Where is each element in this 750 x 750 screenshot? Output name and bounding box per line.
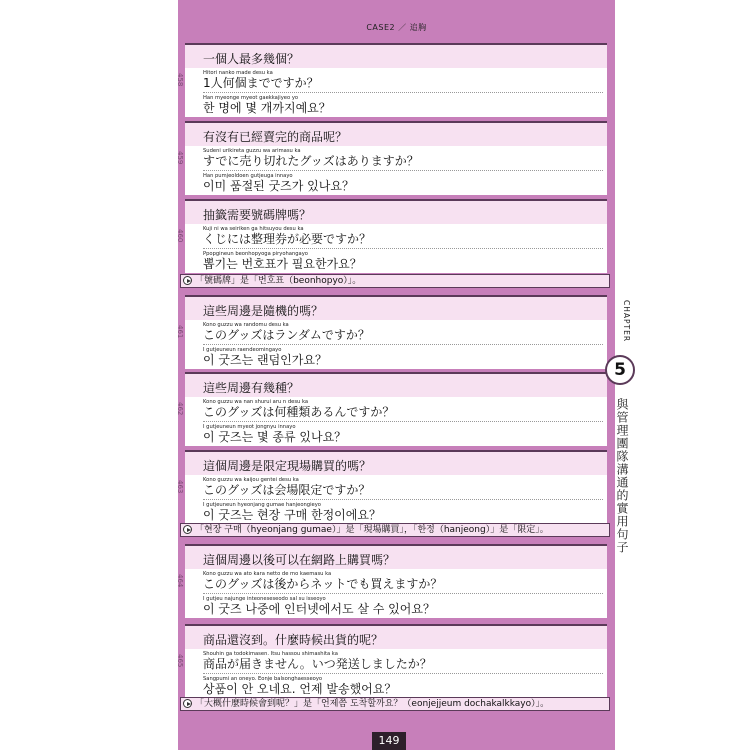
japanese-text: くじには整理券が必要ですか？ xyxy=(203,232,372,246)
question-zh: 商品還沒到。什麼時候出貨的呢？ xyxy=(203,633,384,647)
korean-text: 이 굿즈는 몇 종류 있나요？ xyxy=(203,430,347,444)
korean-romanization: Han myeonge myeot gaekkajiyeo yo xyxy=(203,95,299,101)
case-header: CASE2 ／ 追胸 xyxy=(366,23,427,32)
tip-note xyxy=(180,697,610,711)
entry-number: 462 xyxy=(176,402,184,416)
play-icon xyxy=(183,525,192,534)
question-zh: 一個人最多幾個？ xyxy=(203,52,300,66)
korean-romanization: Han pumjeoldoen gutjeuga innayo xyxy=(203,173,293,179)
tip-note xyxy=(180,523,610,537)
chapter-label: CHAPTER xyxy=(622,300,631,343)
japanese-text: すでに売り切れたグッズはありますか？ xyxy=(203,154,419,168)
korean-romanization: I gutjeu najunge inteoneseseodo sal su isseoyo xyxy=(203,596,326,602)
question-zh: 這個周邊是限定現場購買的嗎？ xyxy=(203,459,372,473)
japanese-line xyxy=(185,569,607,593)
korean-line xyxy=(185,422,607,446)
korean-romanization: I gutjeuneun myeot jongnyu innayo xyxy=(203,424,296,430)
question-bar xyxy=(185,199,607,224)
entry-number: 460 xyxy=(176,229,184,243)
question-zh: 這個周邊以後可以在網路上購買嗎？ xyxy=(203,553,396,567)
answer-card xyxy=(185,569,607,618)
korean-line xyxy=(185,594,607,618)
question-bar xyxy=(185,624,607,649)
phrase-entry xyxy=(185,450,607,524)
tip-note xyxy=(180,274,610,288)
play-icon xyxy=(183,276,192,285)
page-number: 149 xyxy=(372,732,406,750)
korean-line xyxy=(185,171,607,195)
answer-card xyxy=(185,475,607,524)
japanese-text: 1人何個までですか？ xyxy=(203,76,319,90)
phrase-entry xyxy=(185,544,607,618)
korean-text: 한 명에 몇 개까지예요？ xyxy=(203,101,331,115)
japanese-line xyxy=(185,475,607,499)
korean-romanization: I gutjeuneun raendeomingayo xyxy=(203,347,282,353)
korean-text: 이 굿즈는 현장 구매 한정이에요？ xyxy=(203,508,381,522)
japanese-romanization: Kuji ni wa seiriken ga hitsuyou desu ka xyxy=(203,226,304,232)
korean-text: 상품이 안 오네요. 언제 발송했어요？ xyxy=(203,682,397,696)
note-text: 「大概什麼時候會到呢？」是「언제쯤 도착할까요？（eonjejjeum dochakalkkayo）」。 xyxy=(195,699,550,709)
question-bar xyxy=(185,295,607,320)
japanese-romanization: Hitori nanko made desu ka xyxy=(203,70,273,76)
japanese-line xyxy=(185,320,607,344)
question-zh: 這些周邊有幾種？ xyxy=(203,381,300,395)
korean-romanization: I gutjeuneun hyeonjang gumae hanjeongieyo xyxy=(203,502,321,508)
japanese-text: このグッズは後からネットでも買えますか？ xyxy=(203,577,443,591)
phrase-entry xyxy=(185,372,607,446)
japanese-romanization: Shouhin ga todokimasen. Itsu hassou shimashita ka xyxy=(203,651,338,657)
answer-card xyxy=(185,649,607,698)
japanese-romanization: Sudeni urikireta guzzu wa arimasu ka xyxy=(203,148,301,154)
phrase-entry xyxy=(185,295,607,369)
japanese-text: このグッズはランダムですか？ xyxy=(203,328,370,342)
korean-line xyxy=(185,674,607,698)
korean-text: 뽑기는 번호표가 필요한가요？ xyxy=(203,257,362,271)
korean-line xyxy=(185,345,607,369)
entry-number: 461 xyxy=(176,325,184,339)
korean-text: 이 굿즈 나중에 인터넷에서도 살 수 있어요？ xyxy=(203,602,435,616)
japanese-romanization: Kono guzzu wa nan shurui aru n desu ka xyxy=(203,399,309,405)
answer-card xyxy=(185,68,607,117)
play-icon xyxy=(183,699,192,708)
korean-text: 이 굿즈는 랜덤인가요？ xyxy=(203,353,327,367)
note-text: 「號碼牌」是「번호표（beonhopyo）」。 xyxy=(195,276,362,286)
phrase-entry xyxy=(185,121,607,195)
korean-text: 이미 품절된 굿즈가 있나요？ xyxy=(203,179,354,193)
japanese-text: 商品が届きません。いつ発送しましたか？ xyxy=(203,657,432,671)
korean-romanization: Sangpumi an oneyo. Eonje balsonghaesseoyo xyxy=(203,676,323,682)
answer-card xyxy=(185,224,607,273)
japanese-romanization: Kono guzzu wa kaijou gentei desu ka xyxy=(203,477,299,483)
japanese-line xyxy=(185,224,607,248)
question-bar xyxy=(185,372,607,397)
japanese-text: このグッズは何種類あるんですか？ xyxy=(203,405,395,419)
phrase-entry xyxy=(185,624,607,698)
note-text: 「현장 구매（hyeonjang gumae）」是「現場購買」，「한정（hanjeong）」是「限定」。 xyxy=(195,525,549,535)
question-zh: 有沒有已經賣完的商品呢？ xyxy=(203,130,348,144)
japanese-line xyxy=(185,397,607,421)
entry-number: 459 xyxy=(176,151,184,165)
phrase-entry xyxy=(185,199,607,273)
question-zh: 這些周邊是隨機的嗎？ xyxy=(203,304,324,318)
entry-number: 465 xyxy=(176,654,184,668)
question-zh: 抽籤需要號碼牌嗎？ xyxy=(203,208,312,222)
korean-romanization: Ppopgineun beonhopyoga piryohangayo xyxy=(203,251,308,257)
entry-number: 458 xyxy=(176,73,184,87)
chapter-title: 與管理團隊溝通的實用句子 xyxy=(615,398,629,554)
korean-line xyxy=(185,500,607,524)
answer-card xyxy=(185,320,607,369)
answer-card xyxy=(185,146,607,195)
question-bar xyxy=(185,121,607,146)
question-bar xyxy=(185,43,607,68)
japanese-line xyxy=(185,146,607,170)
japanese-romanization: Kono guzzu wa ato kara netto de mo kaemasu ka xyxy=(203,571,332,577)
entry-number: 464 xyxy=(176,574,184,588)
korean-line xyxy=(185,249,607,273)
phrase-entry xyxy=(185,43,607,117)
answer-card xyxy=(185,397,607,446)
entry-number: 463 xyxy=(176,480,184,494)
korean-line xyxy=(185,93,607,117)
japanese-line xyxy=(185,68,607,92)
question-bar xyxy=(185,544,607,569)
question-bar xyxy=(185,450,607,475)
japanese-text: このグッズは会場限定ですか？ xyxy=(203,483,371,497)
chapter-number: 5 xyxy=(605,355,635,385)
japanese-romanization: Kono guzzu wa randomu desu ka xyxy=(203,322,289,328)
japanese-line xyxy=(185,649,607,673)
